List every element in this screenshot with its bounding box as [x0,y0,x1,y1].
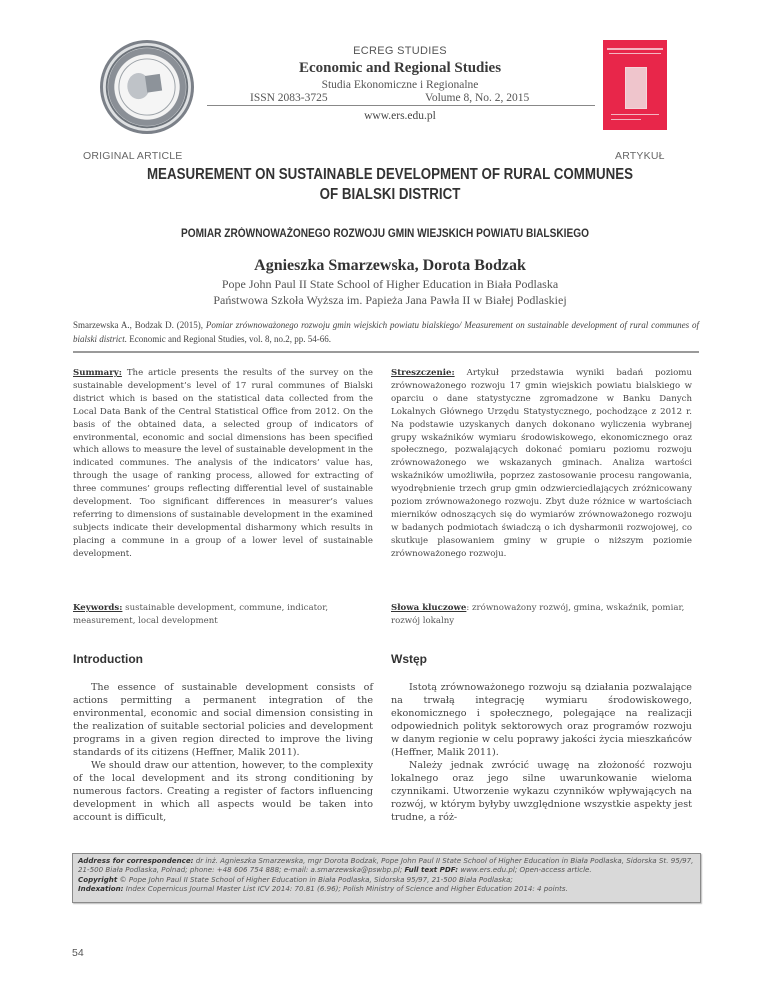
full-text-pdf-link[interactable]: www.ers.edu.pl; Open-access article. [458,865,592,875]
article-title-pl: POMIAR ZRÓWNOWAŻONEGO ROZWOJU GMIN WIEJSKICH POWIATU BIALSKIEGO [181,228,589,240]
summary-en [73,367,373,561]
introduction-body-pl [391,681,692,824]
summary-text: The article presents the results of the survey on the sustainable development’s level of 17 rural communes of Bialski district which is based on the statistical data collected from the Local Data Bank of the Central Statistical Office from 2012. On the basis of the obtained data, a selected group of indicators of environmental, economic and social dimensions has been specified which allows to measure the level of sustainable development in the indicated communes. The analysis of the indicators’ value has, through the usage of ranking process, allowed for extracting of three communes’ groups reflecting differential level of sustainable development. Too significant differences in measurer’s values referring to dimensions of sustainable development in the examined subjects indicate their developmental disharmony which results in placing a commune in a group of a lower level of sustainable development. [73,368,373,559]
journal-url[interactable]: www.ers.edu.pl [364,110,436,122]
citation [73,318,699,346]
slowa-kluczowe-label: Słowa kluczowe [391,603,467,613]
paragraph: Istotą zrównoważonego rozwoju są działania pozwalające na trwałą integrację wymiaru środowiskowego, ekonomicznego i społecznego, polegające na realizacji odpowiednich polityk sektorowych oraz programów rozwoju w danym regionie w celu poprawy jakości życia mieszkańców (Heffner, Malik 2011). [391,682,692,758]
journal-series: ECREG STUDIES [353,45,447,57]
article-title-en [106,165,674,205]
article-type-pl: ARTYKUŁ [615,150,665,162]
authors: Agnieszka Smarzewska, Dorota Bodzak [254,257,526,274]
keywords-en [73,602,378,628]
citation-authors: Smarzewska A., Bodzak D. (2015), [73,320,206,330]
paragraph: Należy jednak zwrócić uwagę na złożoność rozwoju lokalnego oraz jego silne uwarunkowanie wieloma czynnikami. Utworzenie wykazu czynników wpływających na rozwój, w którym byłyby uwzględnione wszystkie aspekty jest trudne, a róż- [391,760,692,823]
header-divider [207,105,595,106]
copyright-text: © Pope John Paul II State School of Higher Education in Biała Podlaska, Sidorska 95/97, 21-500 Biała Podlaska; [117,874,513,884]
full-text-pdf-label: Full text PDF: [404,865,459,875]
address-text: dr inż. Agnieszka Smarzewska, mgr Dorota Bodzak, Pope John Paul II State School of Higher Education in Biała Podlaska, Sidorska St. 95/97, 21-500 Biała Podlaska, Polnad; phone: +48 606 754 888; e-mail: a.smarzewska@pswbp.pl; [78,856,694,875]
journal-title: Economic and Regional Studies [298,60,502,76]
paragraph: The essence of sustainable development consists of actions permitting a permanent integration of the environmental, economic and social dimension consisting in the realization of suitable sectorial policies and development programs in a given region directed to improve the living standards of its citizens (Heffner, Malik 2011). [73,682,373,758]
citation-divider [73,351,699,353]
indexation-label: Indexation: [78,883,124,893]
introduction-body-en [73,681,373,824]
citation-title: Pomiar zrównoważonego rozwoju gmin wiejskich powiatu bialskiego/ Measurement on sustainable development of rural communes of bialski district. [73,320,699,344]
paragraph: We should draw our attention, however, to the complexity of the local development and its strong conditioning by numerous factors. Creating a register of factors influencing development in which all aspects would be taken into account is difficult, [73,760,373,823]
title-line-1: MEASUREMENT ON SUSTAINABLE DEVELOPMENT OF RURAL COMMUNES [146,166,634,183]
section-heading-wstep: Wstęp [391,652,427,666]
keywords-label: Keywords: [73,603,123,613]
streszczenie-label: Streszczenie: [391,368,455,378]
summary-label: Summary: [73,368,122,378]
volume-info: Volume 8, No. 2, 2015 [425,92,530,104]
section-heading-introduction: Introduction [73,652,143,666]
article-type-en: ORIGINAL ARTICLE [83,150,183,162]
page-number: 54 [72,947,84,959]
keywords-pl [391,602,696,628]
journal-cover-icon [603,40,667,130]
issn: ISSN 2083-3725 [250,92,328,104]
university-seal-icon [100,40,194,134]
slowa-kluczowe-text: : zrównoważony rozwój, gmina, wskaźnik, pomiar, rozwój lokalny [391,603,685,626]
copyright-line [78,875,695,884]
indexation-text: Index Copernicus Journal Master List ICV 2014: 70.81 (6.96); Polish Ministry of Science and Higher Education 2014: 4 points. [123,883,568,893]
citation-source: Economic and Regional Studies, vol. 8, no.2, pp. 54-66. [127,334,331,344]
address-line [78,856,695,875]
correspondence-box [72,853,701,903]
affiliation-pl: Państwowa Szkoła Wyższa im. Papieża Jana Pawła II w Białej Podlaskiej [213,293,567,307]
copyright-label: Copyright [78,874,118,884]
keywords-text: sustainable development, commune, indicator, measurement, local development [73,603,329,626]
indexation-line [78,884,695,893]
streszczenie-text: Artykuł przedstawia wyniki badań poziomu zrównoważonego rozwoju 17 gmin wiejskich powiatu bialskiego w oparciu o dane statystyczne zgromadzone w Banku Danych Lokalnych Głównego Urzędu Statystycznego, pochodzące z 2012 r. Na podstawie uzyskanych danych dokonano wyliczenia wybranej grupy wskaźników wymiaru środowiskowego, ekonomicznego oraz społecznego, pozwalających dokonać pomiaru poziomu rozwoju zrównoważonego we wskazanych gminach. Analiza wartości wskaźników umożliwiła, poprzez zastosowanie procesu rangowania, wyodrębnienie trzech grup gmin odzwierciedlających zróżnicowany poziom zrównoważonego rozwoju. Zbyt duże różnice w wartościach mierników odnoszących się do wymiarów zrównoważonego rozwoju w badanych podmiotach świadczą o ich dysharmonii rozwojowej, co skutkuje plasowaniem gminy w grupie o niższym poziomie zrównoważonego rozwoju. [391,368,692,559]
affiliation-en: Pope John Paul II State School of Higher Education in Biała Podlaska [221,277,559,291]
title-line-2: OF BIALSKI DISTRICT [319,186,461,203]
journal-subtitle: Studia Ekonomiczne i Regionalne [321,79,479,91]
summary-pl [391,367,692,561]
seal-graphic [103,43,191,131]
address-label: Address for correspondence: [78,856,194,865]
